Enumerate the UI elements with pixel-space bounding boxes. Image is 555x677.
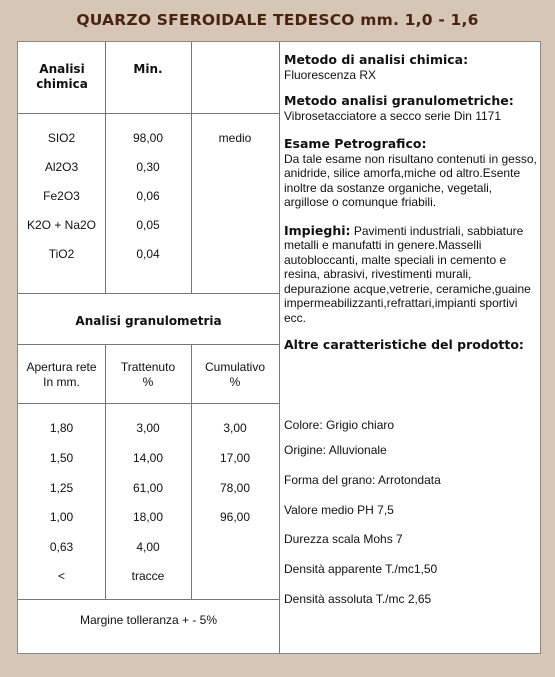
uses-block	[284, 224, 540, 326]
main-divider	[279, 42, 280, 653]
gran-title-divider	[18, 344, 279, 345]
gran-retained: 3,00	[136, 421, 160, 435]
gran-bottom-divider	[18, 599, 279, 600]
chem-name: Al2O3	[44, 160, 79, 174]
gran-cumulative: 78,00	[219, 481, 251, 495]
col-divider-1b	[105, 344, 106, 599]
chem-header-analysis: Analisi chimica	[36, 62, 88, 91]
tolerance-note: Margine tolleranza + - 5%	[79, 613, 218, 627]
chem-name: Fe2O3	[43, 189, 80, 203]
gran-retained: 4,00	[136, 540, 160, 554]
chem-header-divider	[18, 113, 279, 114]
chem-min: 98,00	[132, 131, 164, 145]
list-item: Durezza scala Mohs 7	[284, 532, 403, 546]
chem-min: 0,05	[136, 218, 160, 232]
list-item: Valore medio PH 7,5	[284, 503, 394, 517]
list-item: Origine: Alluvionale	[284, 443, 387, 457]
gran-mesh: 1,25	[49, 481, 74, 495]
method-gran-text: Vibrosetacciatore a secco serie Din 1171	[284, 108, 502, 123]
gran-cumulative: 17,00	[219, 451, 251, 465]
method-chem-title: Metodo di analisi chimica:	[284, 52, 469, 67]
chem-min: 0,30	[136, 160, 160, 174]
right-column	[284, 53, 540, 353]
method-gran-title: Metodo analisi granulometriche:	[284, 93, 514, 108]
page-title: QUARZO SFEROIDALE TEDESCO mm. 1,0 - 1,6	[76, 11, 479, 29]
chem-header-min: Min.	[133, 62, 163, 76]
gran-header-retained: Trattenuto %	[120, 360, 176, 389]
uses-text: Pavimenti industriali, sabbiature metalli e manufatti in genere.Masselli autobloccanti, malte speciali in cemento e resina, abrasivi, rivestimenti murali, depurazione acque,vetrerie, ceramiche,guaine impermeabilizzanti,refrattari,impianti sportivi ecc.	[284, 223, 531, 325]
chem-bottom-divider	[18, 293, 279, 294]
col-divider-2b	[191, 344, 192, 599]
gran-section-title: Analisi granulometria	[75, 314, 222, 328]
gran-mesh: <	[57, 569, 65, 583]
list-item: Densità assoluta T./mc 2,65	[284, 592, 432, 606]
gran-retained: 61,00	[132, 481, 164, 495]
other-title: Altre caratteristiche del prodotto:	[284, 337, 524, 352]
gran-mesh: 0,63	[49, 540, 74, 554]
chem-min: 0,04	[136, 247, 160, 261]
chem-note: medio	[218, 131, 252, 145]
list-item: Forma del grano: Arrotondata	[284, 473, 441, 487]
data-sheet	[17, 41, 541, 654]
gran-cumulative: 96,00	[219, 510, 251, 524]
gran-mesh: 1,50	[49, 451, 74, 465]
gran-header-mesh: Apertura rete In mm.	[26, 360, 97, 389]
gran-retained: 14,00	[132, 451, 164, 465]
gran-retained: 18,00	[132, 510, 164, 524]
method-chem-text: Fluorescenza RX	[284, 67, 377, 82]
gran-mesh: 1,80	[49, 421, 74, 435]
gran-mesh: 1,00	[49, 510, 74, 524]
chem-name: TiO2	[48, 247, 75, 261]
petro-title: Esame Petrografico:	[284, 136, 427, 151]
gran-cumulative: 3,00	[223, 421, 247, 435]
col-divider-2a	[191, 42, 192, 293]
list-item: Densità apparente T./mc1,50	[284, 562, 438, 576]
list-item: Colore: Grigio chiaro	[284, 418, 395, 432]
gran-header-divider	[18, 403, 279, 404]
chem-name: K2O + Na2O	[26, 218, 97, 232]
chem-min: 0,06	[136, 189, 160, 203]
chem-name: SIO2	[47, 131, 76, 145]
gran-header-cumulative: Cumulativo %	[204, 360, 266, 389]
uses-title: Impieghi:	[284, 222, 351, 238]
petro-text: Da tale esame non risultano contenuti in gesso, anidride, silice amorfa,miche od altro.Esente inoltre da sostanze organiche, vegetali, argillose o comunque friabili.	[284, 151, 537, 209]
gran-retained: tracce	[131, 569, 165, 583]
